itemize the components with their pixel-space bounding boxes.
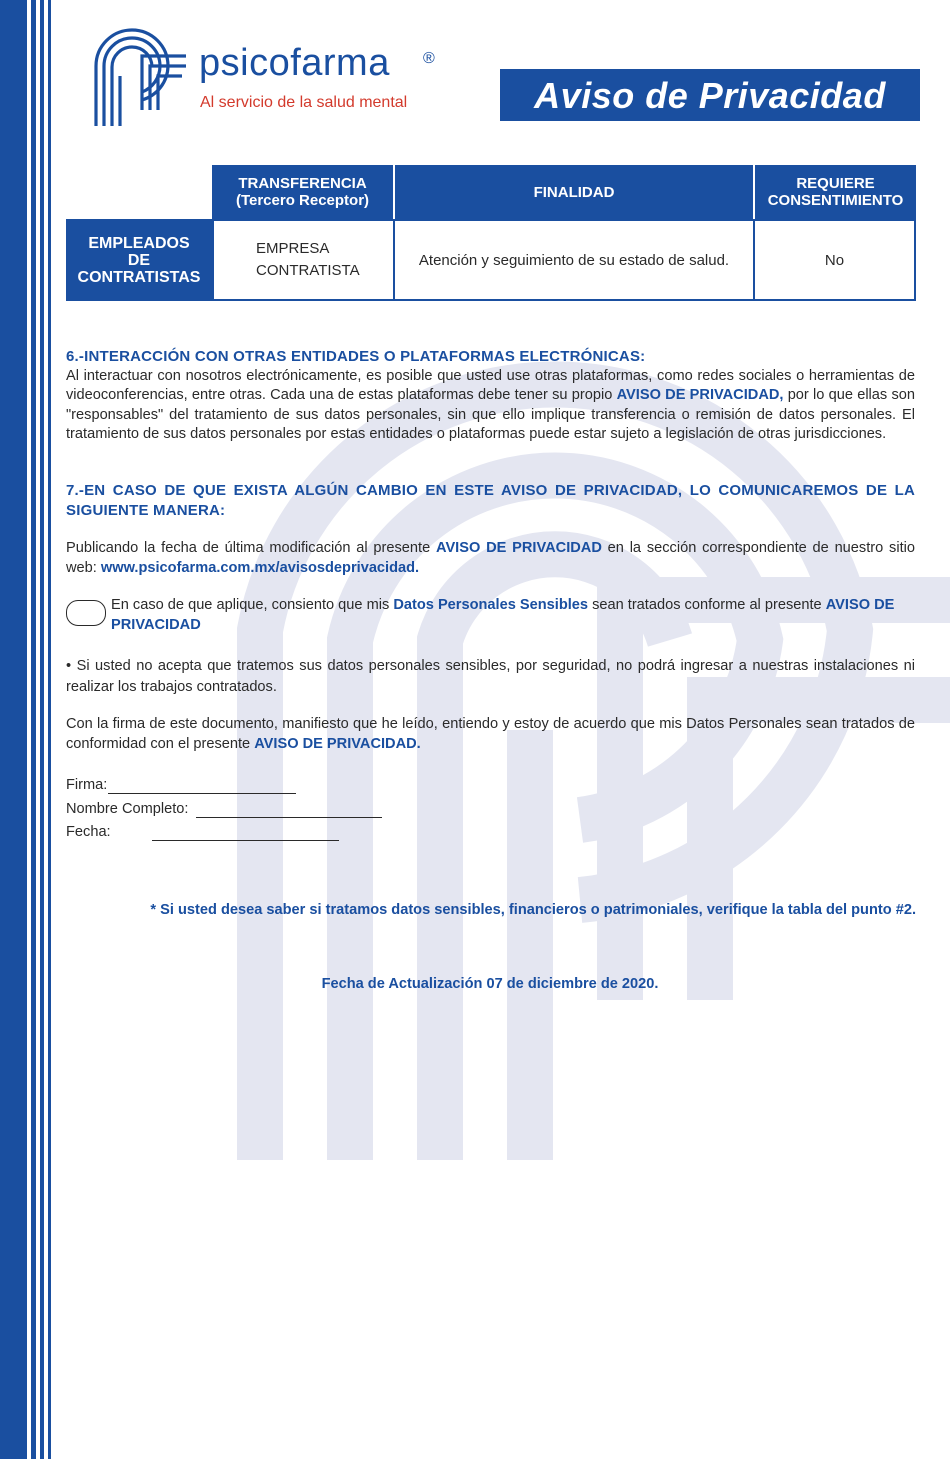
page-title: Aviso de Privacidad — [534, 75, 886, 116]
section-6-body — [66, 367, 915, 445]
consent-checkbox[interactable] — [66, 600, 106, 626]
consent-text-part: En caso de que aplique, consiento que mis — [111, 597, 394, 613]
psicofarma-logo-icon — [92, 26, 188, 128]
left-stripe — [31, 0, 36, 1459]
signature-highlight: AVISO DE PRIVACIDAD. — [254, 735, 421, 752]
table-header-consentimiento: REQUIERE CONSENTIMIENTO — [755, 165, 916, 219]
section-6-highlight: AVISO DE PRIVACIDAD, — [616, 387, 784, 403]
table-cell-finalidad: Atención y seguimiento de su estado de salud. — [393, 219, 755, 301]
section-6 — [66, 347, 915, 445]
table-header-transferencia: TRANSFERENCIA (Tercero Receptor) — [212, 165, 393, 219]
bullet-note: • Si usted no acepta que tratemos sus datos personales sensibles, por seguridad, no podrá ingresar a nuestras instalaciones ni realizar los trabajos contratados. — [66, 658, 915, 695]
firma-label: Firma: — [66, 777, 108, 793]
brand-tagline: Al servicio de la salud mental — [200, 94, 408, 111]
section-7-highlight: AVISO DE PRIVACIDAD — [435, 540, 602, 556]
fecha-field[interactable] — [152, 840, 339, 841]
consent-highlight: AVISO DE PRIVACIDAD — [111, 597, 895, 633]
left-stripe — [40, 0, 44, 1459]
section-7 — [66, 481, 915, 520]
page-title-banner — [500, 69, 920, 121]
section-6-title: 6.-INTERACCIÓN CON OTRAS ENTIDADES O PLATAFORMAS ELECTRÓNICAS: — [66, 348, 646, 365]
signature-text: Con la firma de este documento, manifiesto que he leído, entiendo y estoy de acuerdo que mis Datos Personales sean tratados de conformidad con el presente — [66, 716, 915, 752]
privacy-url-link[interactable]: www.psicofarma.com.mx/avisosdeprivacidad. — [100, 559, 420, 576]
transfer-table — [66, 165, 916, 301]
consent-highlight: Datos Personales Sensibles — [393, 597, 589, 613]
left-stripe-wide — [0, 0, 27, 1459]
section-7-text: en la sección correspondiente de nuestro sitio web: — [66, 540, 915, 576]
section-7-text: Publicando la fecha de última modificación al presente — [66, 540, 436, 556]
consent-text-part: sean tratados conforme al presente — [588, 597, 826, 613]
nombre-field[interactable] — [196, 817, 382, 818]
footnote: * Si usted desea saber si tratamos datos sensibles, financieros o patrimoniales, verifique la tabla del punto #2. — [150, 902, 916, 918]
table-cell-receptor: EMPRESA CONTRATISTA — [212, 219, 395, 301]
left-stripe — [48, 0, 51, 1459]
section-6-text: por lo que ellas son "responsables" del tratamiento de sus datos personales, sin que ello implique transferencia o remisión de datos personales. El tratamiento de sus datos personales por estas entidades o plataformas puede estar sujeto a legislación de otras jurisdicciones. — [66, 387, 915, 442]
registered-mark: ® — [423, 50, 435, 67]
brand-name: psicofarma — [199, 42, 390, 84]
firma-field[interactable] — [108, 793, 296, 794]
section-7-title: 7.-EN CASO DE QUE EXISTA ALGÚN CAMBIO EN ESTE AVISO DE PRIVACIDAD, LO COMUNICAREMOS DE LA SIGUIENTE MANERA: — [66, 482, 915, 519]
consent-text — [111, 596, 917, 635]
signature-paragraph — [66, 715, 915, 754]
fecha-label: Fecha: — [66, 824, 111, 840]
section-7-body — [66, 539, 915, 578]
table-header-finalidad: FINALIDAD — [395, 165, 753, 219]
nombre-label: Nombre Completo: — [66, 801, 189, 817]
section-6-text: Al interactuar con nosotros electrónicamente, es posible que usted use otras plataformas, como redes sociales o herramientas de videoconferencias, entre otras. Cada una de estas plataformas debe tener su propio — [66, 367, 915, 403]
table-cell-consentimiento: No — [753, 219, 916, 301]
table-row-label: EMPLEADOS DE CONTRATISTAS — [66, 219, 212, 301]
update-date: Fecha de Actualización 07 de diciembre de 2020. — [321, 976, 659, 992]
